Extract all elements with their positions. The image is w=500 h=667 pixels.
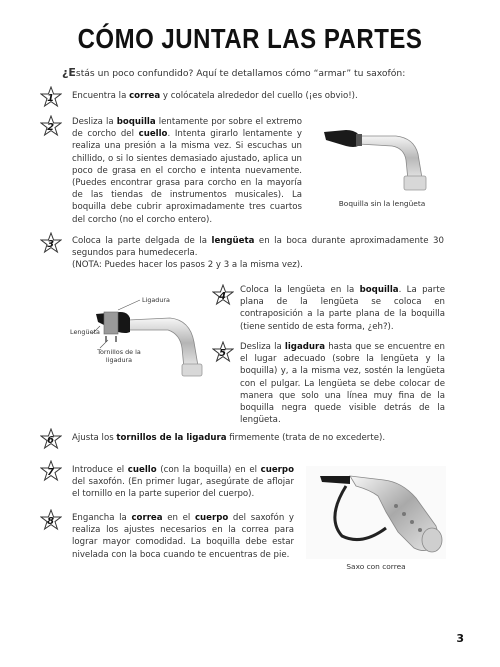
svg-text:6: 6 <box>47 435 55 446</box>
saxophone-image-caption: Saxo con correa <box>346 562 406 571</box>
step-7-text: Introduce el cuello (con la boquilla) en el cuerpo del saxofón. (En primer lugar, asegúrate de aflojar el tornillo en la parte superior del cuerpo). <box>72 465 294 500</box>
step-3-star-icon <box>40 232 62 254</box>
step-4-text: Coloca la lengüeta en la boquilla. La parte plana de la lengüeta se coloca en contraposición a la parte plana de la boquilla (tiene sentido de esta forma, ¿eh?). <box>240 285 445 332</box>
step-5-text: Desliza la ligadura hasta que se encuentre en el lugar adecuado (sobre la lengüeta y la boquilla) y, a la misma vez, sostén la lengüeta con el pulgar. La lengüeta se debe colocar de manera que solo una línea muy fina de la boquilla negra quede visible detrás de la lengüeta. <box>240 342 445 426</box>
saxophone-strap-image <box>306 466 446 559</box>
step-4-star-icon <box>212 284 234 306</box>
svg-text:8: 8 <box>47 516 55 527</box>
step-1-star-icon <box>40 86 62 108</box>
svg-text:7: 7 <box>47 467 55 478</box>
step-5-star-icon <box>212 341 234 363</box>
svg-text:5: 5 <box>219 348 227 359</box>
svg-text:4: 4 <box>219 291 227 302</box>
step-2-star-icon <box>40 115 62 137</box>
label-lengueta: Lengüeta <box>70 328 100 336</box>
page-number: 3 <box>456 632 464 645</box>
neck-mouthpiece-image <box>318 118 446 196</box>
neck-image-caption: Boquilla sin la lengüeta <box>338 199 426 208</box>
step-6-text: Ajusta los tornillos de la ligadura firmemente (trata de no excederte). <box>72 433 386 443</box>
step-3-text: Coloca la parte delgada de la lengüeta en la boca durante aproximadamente 30 segundos para humedecerla. (NOTA: Puedes hacer los pasos 2 y 3 a la misma vez). <box>72 236 444 271</box>
step-7-star-icon <box>40 460 62 482</box>
step-2-text: Desliza la boquilla lentamente por sobre el extremo de corcho del cuello. Intenta girarlo lentamente y realiza una presión a la misma vez. Si escuchas un chillido, o si lo sientes demasiado ajustado, aplica un poco de grasa en el corcho e intenta nuevamente. (Puedes encontrar grasa para corcho en la mayoría de las tiendas de instrumentos musicales). La boquilla debe cubrir aproximadamente tres cuartos del corcho (no el corcho entero). <box>72 117 302 225</box>
step-8-text: Engancha la correa en el cuerpo del saxofón y realiza los ajustes necesarios en la correa para lograr mayor comodidad. La boquilla debe estar nivelada con la boca cuando te encuentras de pie. <box>72 513 295 560</box>
intro-text: ¿Estás un poco confundido? Aquí te detallamos cómo “armar” tu saxofón: <box>62 66 406 79</box>
svg-text:2: 2 <box>47 122 55 133</box>
step-1-text: Encuentra la correa y colócatela alrededor del cuello (¡es obvio!). <box>72 91 358 101</box>
page-title: CÓMO JUNTAR LAS PARTES <box>77 23 423 55</box>
label-tornillos: Tornillos de la ligadura <box>97 348 141 364</box>
svg-text:1: 1 <box>47 93 55 104</box>
label-ligadura: Ligadura <box>142 296 170 304</box>
step-8-star-icon <box>40 509 62 531</box>
step-6-star-icon <box>40 428 62 450</box>
svg-text:3: 3 <box>47 239 55 250</box>
